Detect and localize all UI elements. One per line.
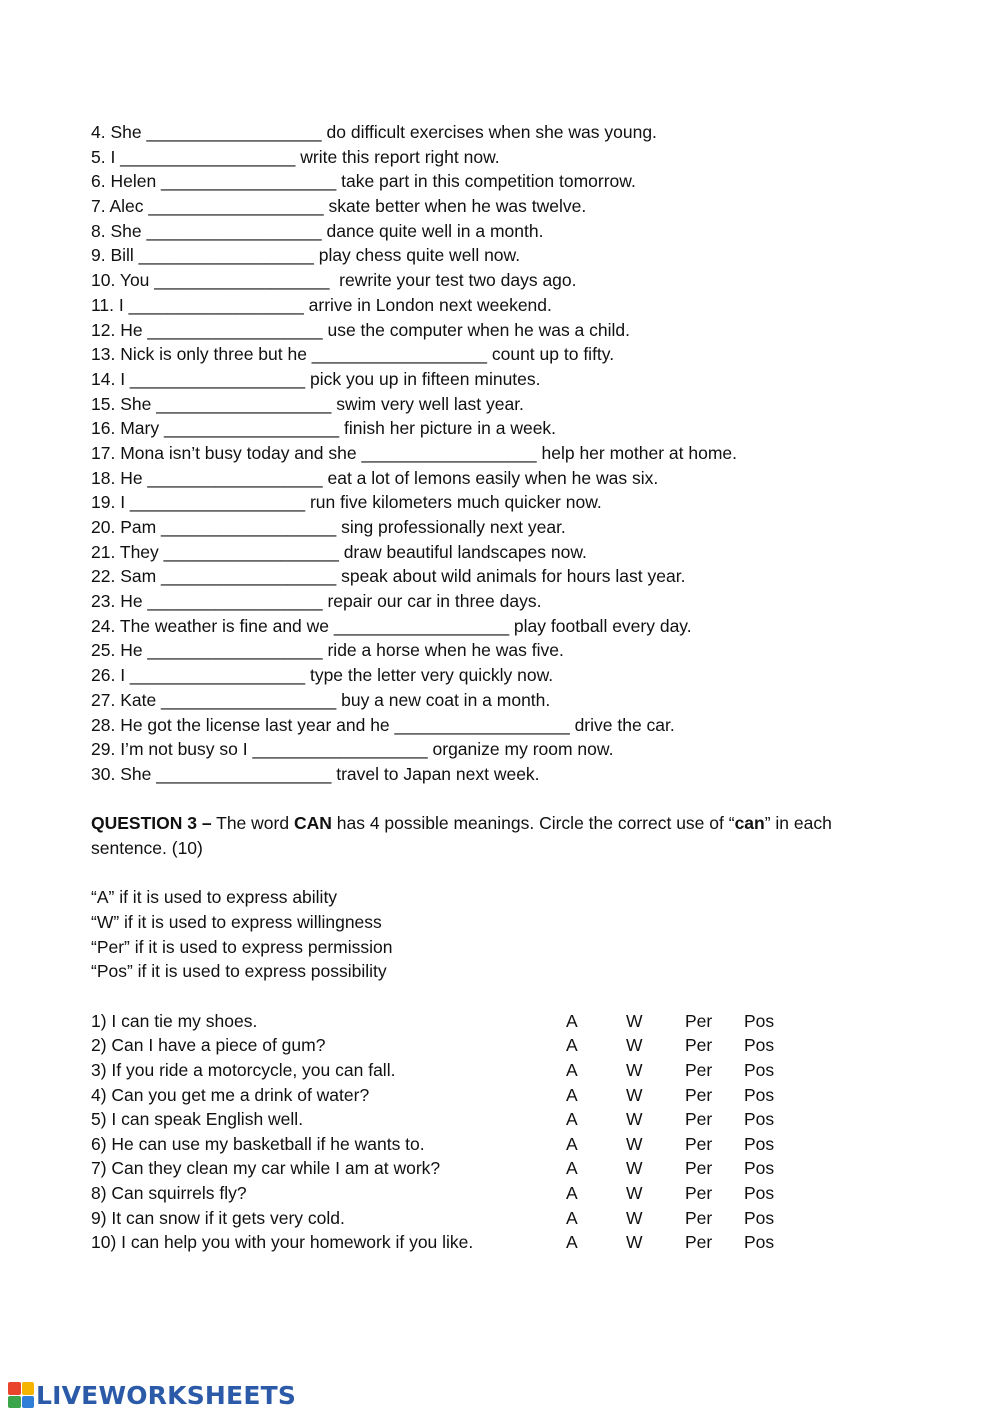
choice-row: [91, 1132, 911, 1157]
choice-sentence: 5) I can speak English well.: [91, 1109, 304, 1130]
meaning-item: “Per” if it is used to express permission: [91, 936, 393, 957]
fill-in-item: 19. I __________________ run five kilometers much quicker now.: [91, 492, 602, 513]
fill-in-item: 25. He __________________ ride a horse when he was five.: [91, 640, 564, 661]
option-per[interactable]: Per: [685, 1035, 713, 1056]
fill-in-item: 26. I __________________ type the letter very quickly now.: [91, 665, 554, 686]
fill-in-item: 18. He __________________ eat a lot of lemons easily when he was six.: [91, 467, 659, 488]
fill-in-item: 16. Mary __________________ finish her picture in a week.: [91, 418, 557, 439]
question-3-keyword: CAN: [293, 813, 332, 834]
option-per[interactable]: Per: [685, 1207, 713, 1228]
fill-in-item: 6. Helen __________________ take part in this competition tomorrow.: [91, 171, 636, 192]
choice-sentence: 8) Can squirrels fly?: [91, 1182, 247, 1203]
fill-in-item: 7. Alec __________________ skate better when he was twelve.: [91, 196, 587, 217]
fill-in-item: 15. She __________________ swim very well last year.: [91, 393, 524, 414]
option-per[interactable]: Per: [685, 1109, 713, 1130]
choice-row: [91, 1058, 911, 1083]
fill-in-item: 8. She __________________ dance quite well in a month.: [91, 220, 544, 241]
option-a[interactable]: A: [566, 1182, 578, 1203]
choice-row: [91, 1107, 911, 1132]
option-pos[interactable]: Pos: [744, 1207, 775, 1228]
choice-sentence: 3) If you ride a motorcycle, you can fall.: [91, 1059, 396, 1080]
fill-in-item: 27. Kate __________________ buy a new coat in a month.: [91, 689, 551, 710]
option-a[interactable]: A: [566, 1109, 578, 1130]
fill-in-item: 24. The weather is fine and we __________________ play football every day.: [91, 615, 692, 636]
option-per[interactable]: Per: [685, 1010, 713, 1031]
option-a[interactable]: A: [566, 1158, 578, 1179]
option-per[interactable]: Per: [685, 1133, 713, 1154]
option-per[interactable]: Per: [685, 1232, 713, 1253]
question-3-text: ” in each sentence. (10): [91, 813, 832, 858]
option-w[interactable]: W: [626, 1182, 643, 1203]
fill-in-item: 9. Bill __________________ play chess quite well now.: [91, 245, 521, 266]
choice-sentence: 4) Can you get me a drink of water?: [91, 1084, 370, 1105]
option-w[interactable]: W: [626, 1084, 643, 1105]
logo-text: LIVEWORKSHEETS: [36, 1380, 297, 1410]
meaning-item: “Pos” if it is used to express possibility: [91, 961, 387, 982]
choice-row: [91, 1009, 911, 1034]
option-a[interactable]: A: [566, 1207, 578, 1228]
question-3-keyword: can: [734, 813, 765, 834]
option-per[interactable]: Per: [685, 1084, 713, 1105]
fill-in-item: 4. She __________________ do difficult exercises when she was young.: [91, 122, 657, 142]
option-per[interactable]: Per: [685, 1059, 713, 1080]
option-pos[interactable]: Pos: [744, 1182, 775, 1203]
option-pos[interactable]: Pos: [744, 1133, 775, 1154]
fill-in-item: 29. I’m not busy so I __________________ organize my room now.: [91, 739, 614, 760]
choice-row: [91, 1083, 911, 1108]
fill-in-list: [91, 120, 911, 787]
logo-mark-square: [8, 1396, 21, 1409]
fill-in-item: 5. I __________________ write this report right now.: [91, 146, 500, 167]
fill-in-item: 30. She __________________ travel to Japan next week.: [91, 763, 540, 784]
option-w[interactable]: W: [626, 1059, 643, 1080]
question-3-instructions: [91, 811, 881, 860]
choice-sentence: 9) It can snow if it gets very cold.: [91, 1207, 345, 1228]
choice-row: [91, 1033, 911, 1058]
option-pos[interactable]: Pos: [744, 1232, 775, 1253]
fill-in-item: 21. They __________________ draw beautiful landscapes now.: [91, 541, 587, 562]
fill-in-item: 12. He __________________ use the computer when he was a child.: [91, 319, 631, 340]
option-w[interactable]: W: [626, 1133, 643, 1154]
question-3-text: has 4 possible meanings. Circle the correct use of “: [331, 813, 735, 834]
meaning-item: “A” if it is used to express ability: [91, 887, 338, 908]
fill-in-item: 23. He __________________ repair our car in three days.: [91, 591, 542, 612]
option-pos[interactable]: Pos: [744, 1084, 775, 1105]
meanings-list: [91, 885, 911, 984]
choice-sentence: 7) Can they clean my car while I am at work?: [91, 1158, 441, 1179]
option-w[interactable]: W: [626, 1158, 643, 1179]
option-w[interactable]: W: [626, 1035, 643, 1056]
choice-table: [91, 1009, 911, 1255]
choice-row: [91, 1206, 911, 1231]
fill-in-item: 28. He got the license last year and he __________________ drive the car.: [91, 714, 675, 735]
fill-in-item: 11. I __________________ arrive in London next weekend.: [91, 294, 552, 315]
meaning-item: “W” if it is used to express willingness: [91, 912, 382, 933]
option-per[interactable]: Per: [685, 1182, 713, 1203]
logo-mark-square: [8, 1382, 21, 1395]
option-pos[interactable]: Pos: [744, 1109, 775, 1130]
option-w[interactable]: W: [626, 1232, 643, 1253]
option-pos[interactable]: Pos: [744, 1158, 775, 1179]
fill-in-item: 22. Sam __________________ speak about wild animals for hours last year.: [91, 566, 686, 587]
logo-mark-icon: [8, 1382, 34, 1408]
option-pos[interactable]: Pos: [744, 1059, 775, 1080]
option-w[interactable]: W: [626, 1010, 643, 1031]
option-w[interactable]: W: [626, 1109, 643, 1130]
choice-row: [91, 1230, 911, 1255]
option-a[interactable]: A: [566, 1133, 578, 1154]
option-pos[interactable]: Pos: [744, 1010, 775, 1031]
fill-in-item: 10. You __________________ rewrite your test two days ago.: [91, 270, 577, 291]
liveworksheets-logo: [8, 1380, 296, 1410]
option-w[interactable]: W: [626, 1207, 643, 1228]
fill-in-item: 13. Nick is only three but he __________________ count up to fifty.: [91, 344, 615, 365]
choice-sentence: 1) I can tie my shoes.: [91, 1010, 258, 1031]
question-3-label: QUESTION 3 –: [91, 813, 212, 834]
option-a[interactable]: A: [566, 1010, 578, 1031]
fill-in-item: 17. Mona isn’t busy today and she __________________ help her mother at home.: [91, 442, 738, 463]
option-a[interactable]: A: [566, 1059, 578, 1080]
option-per[interactable]: Per: [685, 1158, 713, 1179]
option-a[interactable]: A: [566, 1035, 578, 1056]
option-a[interactable]: A: [566, 1232, 578, 1253]
option-a[interactable]: A: [566, 1084, 578, 1105]
fill-in-item: 20. Pam __________________ sing professionally next year.: [91, 517, 566, 537]
logo-mark-square: [22, 1396, 35, 1409]
choice-sentence: 6) He can use my basketball if he wants to.: [91, 1133, 425, 1154]
worksheet-page: [91, 120, 911, 1255]
choice-sentence: 10) I can help you with your homework if you like.: [91, 1232, 474, 1253]
question-3-text: The word: [211, 813, 294, 834]
choice-sentence: 2) Can I have a piece of gum?: [91, 1035, 326, 1056]
choice-row: [91, 1181, 911, 1206]
choice-row: [91, 1156, 911, 1181]
fill-in-item: 14. I __________________ pick you up in fifteen minutes.: [91, 368, 541, 389]
logo-mark-square: [22, 1382, 35, 1395]
option-pos[interactable]: Pos: [744, 1035, 775, 1056]
